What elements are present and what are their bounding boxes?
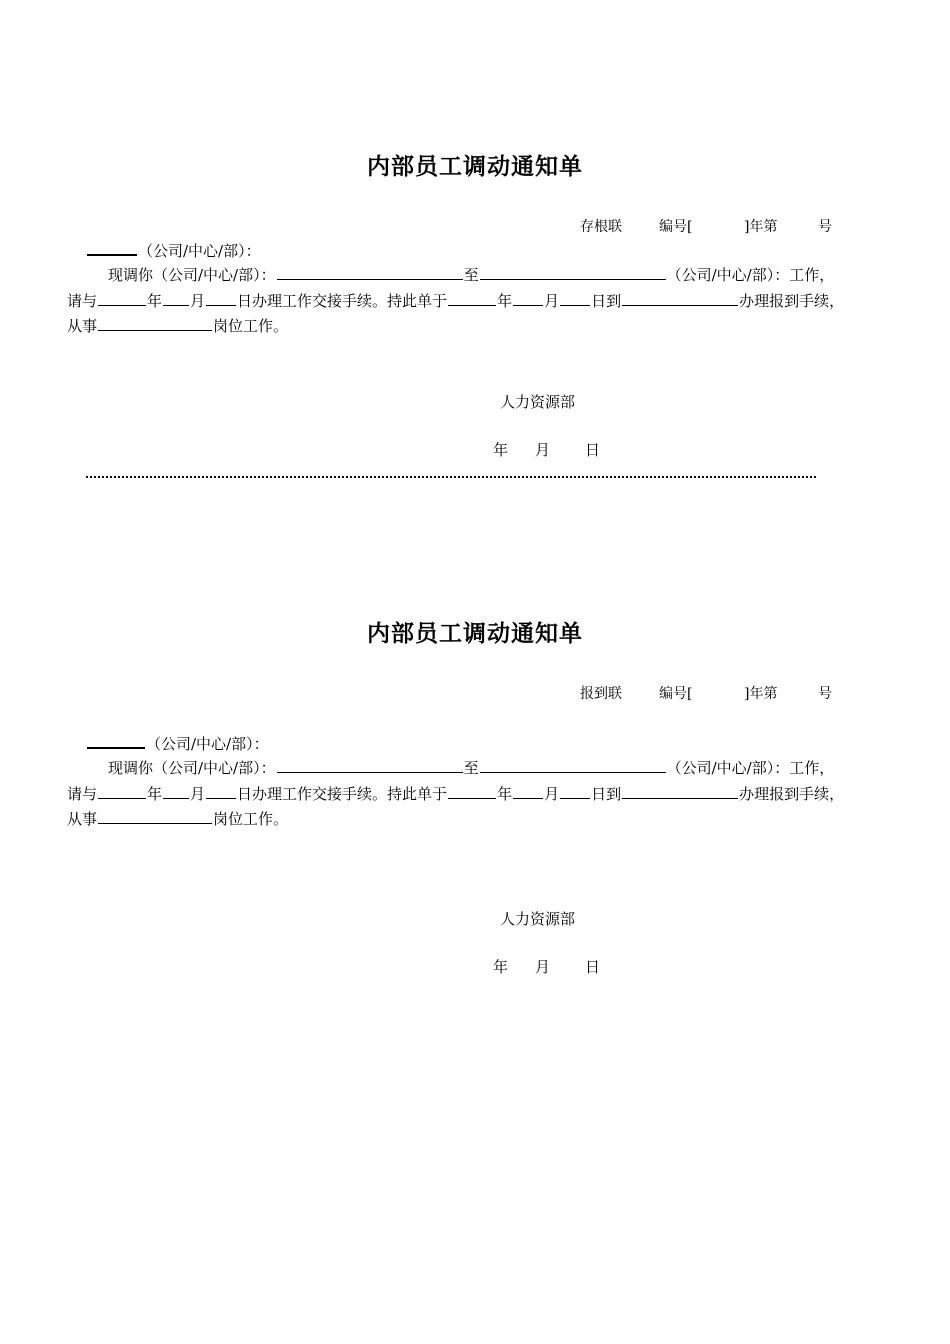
date-year: 年 [493,441,509,459]
report-year-blank[interactable] [448,290,496,306]
year-label: ]年第 [744,219,778,235]
to-unit-blank[interactable] [480,757,666,773]
report-day-blank[interactable] [560,290,590,306]
body-line-3 [67,315,288,336]
line1-prefix: 现调你（公司/中心/部）： [108,759,276,777]
copy-label: 报到联 [580,686,622,702]
position-blank[interactable] [98,808,212,824]
handover-text: 日办理工作交接手续。持此单于 [237,292,448,310]
year-text: 年 [147,292,163,310]
recipient-blank[interactable] [87,239,137,256]
line2-prefix: 请与 [67,292,98,310]
handover-month-blank[interactable] [163,290,189,306]
date-year: 年 [493,958,509,976]
handover-month-blank[interactable] [163,783,189,799]
body-line-2 [67,783,844,804]
signature: 人力资源部 [500,393,576,411]
report-day-text: 日到 [591,292,622,310]
report-suffix: 办理报到手续， [739,785,845,803]
recipient-blank[interactable] [87,732,145,749]
body-line-3 [67,808,288,829]
number-label: 编号[ [659,219,693,235]
to-unit-blank[interactable] [480,264,666,280]
position-blank[interactable] [98,315,212,331]
report-year-blank[interactable] [448,783,496,799]
form-title: 内部员工调动通知单 [367,154,583,180]
date-month: 月 [535,441,551,459]
number-label: 编号[ [659,686,693,702]
from-unit-blank[interactable] [277,264,463,280]
month-text: 月 [190,292,206,310]
month-text: 月 [544,785,560,803]
salutation-suffix: （公司/中心/部）： [146,735,269,753]
salutation-line [86,239,261,261]
report-place-blank[interactable] [622,290,738,306]
year-text: 年 [497,785,513,803]
handover-day-blank[interactable] [206,290,236,306]
body-line-2 [67,290,844,311]
month-text: 月 [544,292,560,310]
line1-to: 至 [463,266,479,284]
report-day-blank[interactable] [560,783,590,799]
line1-suffix: （公司/中心/部）：工作， [666,759,835,777]
report-month-blank[interactable] [513,783,543,799]
report-month-blank[interactable] [513,290,543,306]
line1-prefix: 现调你（公司/中心/部）： [108,266,276,284]
line1-suffix: （公司/中心/部）：工作， [666,266,835,284]
no-label: 号 [818,686,832,702]
line3-suffix: 岗位工作。 [213,810,289,828]
body-line-1 [108,264,834,285]
year-text: 年 [497,292,513,310]
year-text: 年 [147,785,163,803]
year-label: ]年第 [744,686,778,702]
body-line-1 [108,757,834,778]
handover-text: 日办理工作交接手续。持此单于 [237,785,448,803]
date-month: 月 [535,958,551,976]
report-day-text: 日到 [591,785,622,803]
date-day: 日 [585,958,601,976]
report-suffix: 办理报到手续， [739,292,845,310]
handover-day-blank[interactable] [206,783,236,799]
copy-label: 存根联 [580,219,622,235]
line1-to: 至 [463,759,479,777]
date-day: 日 [585,441,601,459]
salutation-line [86,732,269,754]
report-place-blank[interactable] [622,783,738,799]
cut-line [86,476,816,478]
salutation-suffix: （公司/中心/部）： [138,242,261,260]
signature: 人力资源部 [500,910,576,928]
from-unit-blank[interactable] [277,757,463,773]
handover-year-blank[interactable] [98,783,146,799]
handover-year-blank[interactable] [98,290,146,306]
line2-prefix: 请与 [67,785,98,803]
line3-prefix: 从事 [67,317,98,335]
line3-suffix: 岗位工作。 [213,317,289,335]
no-label: 号 [818,219,832,235]
line3-prefix: 从事 [67,810,98,828]
month-text: 月 [190,785,206,803]
form-title: 内部员工调动通知单 [367,621,583,647]
